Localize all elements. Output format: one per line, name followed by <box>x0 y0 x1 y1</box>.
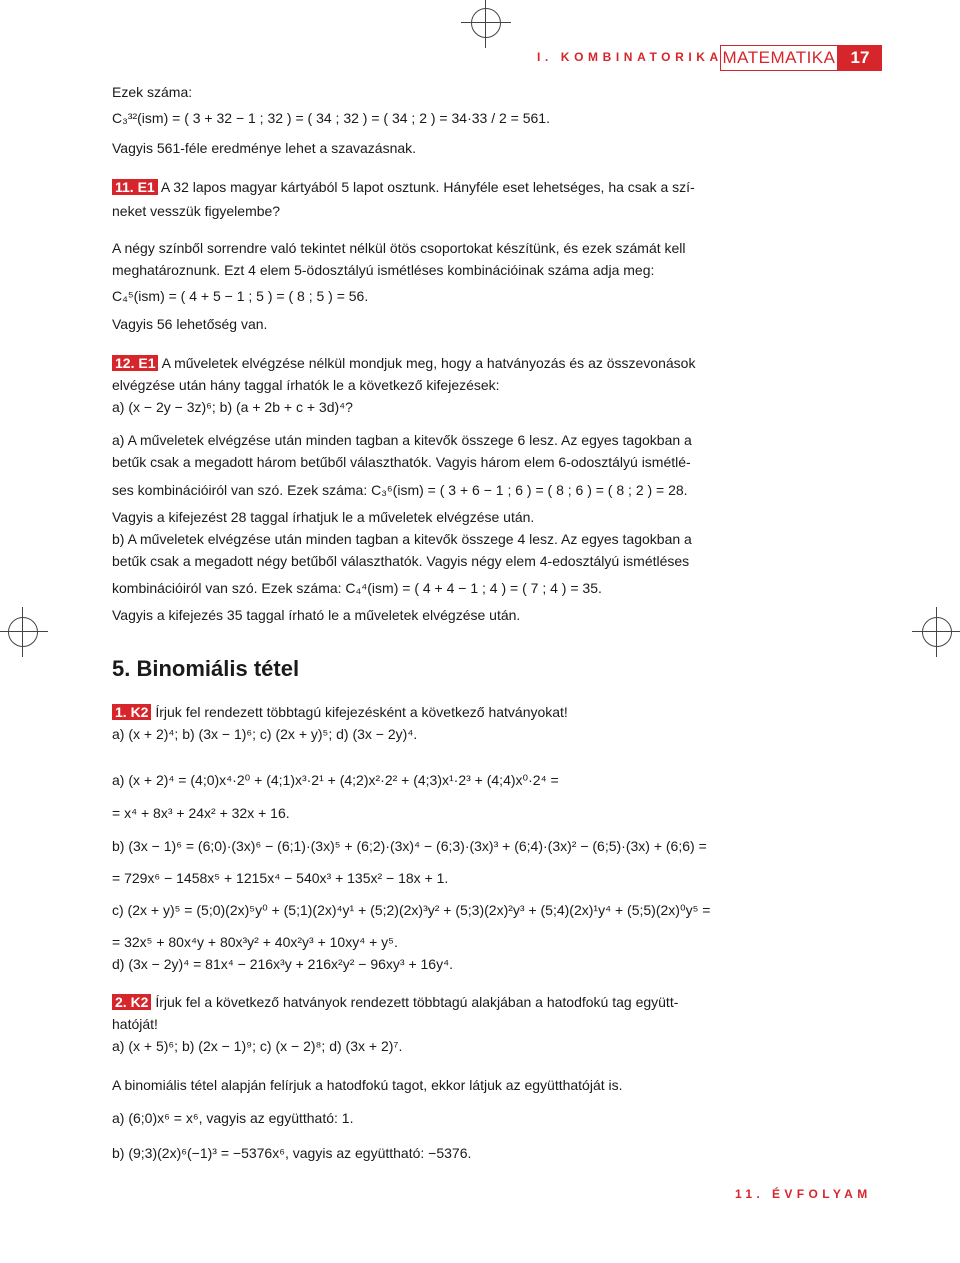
formula-line: ses kombinációiról van szó. Ezek száma: C₃⁶(ism) = ( 3 + 6 − 1 ; 6 ) = ( 8 ; 6 ) = ( 8 ; 2 ) = 28. <box>112 482 688 498</box>
text-line: meghatároznunk. Ezt 4 elem 5-ödosztályú ismétléses kombinációinak száma adja meg: <box>112 262 655 278</box>
formula-line: b) (3x − 1)⁶ = (6;0)·(3x)⁶ − (6;1)·(3x)⁵ + (6;2)·(3x)⁴ − (6;3)·(3x)³ + (6;4)·(3x)² − (6;5)·(3x) + (6;6) = <box>112 838 707 854</box>
exercise-tag: 11. E1 <box>112 179 158 195</box>
text-line: Vagyis 561-féle eredménye lehet a szavazásnak. <box>112 140 417 156</box>
exercise-tag: 2. K2 <box>112 994 151 1010</box>
formula-line: C₃³²(ism) = ( 3 + 32 − 1 ; 32 ) = ( 34 ; 32 ) = ( 34 ; 2 ) = 34·33 / 2 = 561. <box>112 110 550 126</box>
text-line: neket vesszük figyelembe? <box>112 203 281 219</box>
exercise-2 <box>112 994 678 1010</box>
exercise-tag: 12. E1 <box>112 355 158 371</box>
text-line: A négy színből sorrendre való tekintet nélkül ötös csoportokat készítünk, és ezek számát kell <box>112 240 686 256</box>
section-title: 5. Binomiális tétel <box>112 656 300 681</box>
formula-line: = 32x⁵ + 80x⁴y + 80x³y² + 40x²y³ + 10xy⁴ + y⁵. <box>112 934 398 950</box>
text-line: betűk csak a megadott három betűből választhatók. Vagyis három elem 6-odosztályú ismétlé- <box>112 454 691 470</box>
formula-line: = x⁴ + 8x³ + 24x² + 32x + 16. <box>112 805 290 821</box>
footer-grade: 11. ÉVFOLYAM <box>735 1187 872 1201</box>
formula-line: a) (x + 5)⁶; b) (2x − 1)⁹; c) (x − 2)⁸; d) (3x + 2)⁷. <box>112 1038 403 1054</box>
registration-mark-left <box>8 617 38 647</box>
text-line: Ezek száma: <box>112 84 193 100</box>
text-line: A binomiális tétel alapján felírjuk a hatodfokú tagot, ekkor látjuk az együtthatóját is. <box>112 1077 623 1093</box>
text-line: Írjuk fel a következő hatványok rendezett többtagú alakjában a hatodfokú tag együtt- <box>155 994 679 1010</box>
page-number: 17 <box>838 45 882 71</box>
text-line: Írjuk fel rendezett többtagú kifejezésként a következő hatványokat! <box>155 704 568 720</box>
text-line: elvégzése után hány taggal írhatók le a következő kifejezések: <box>112 377 500 393</box>
exercise-tag: 1. K2 <box>112 704 151 720</box>
registration-mark-right <box>922 617 952 647</box>
chapter-title: I. KOMBINATORIKA <box>537 50 723 64</box>
text-line: A műveletek elvégzése nélkül mondjuk meg, hogy a hatványozás és az összevonások <box>161 355 696 371</box>
formula-line: C₄⁵(ism) = ( 4 + 5 − 1 ; 5 ) = ( 8 ; 5 ) = 56. <box>112 288 369 304</box>
exercise-1 <box>112 704 568 720</box>
text-line: A 32 lapos magyar kártyából 5 lapot osztunk. Hányféle eset lehetséges, ha csak a szí- <box>160 179 695 195</box>
text-line: Vagyis a kifejezést 28 taggal írhatjuk le a műveletek elvégzése után. <box>112 509 535 525</box>
text-line: betűk csak a megadott négy betűből választhatók. Vagyis négy elem 4-edosztályú ismétléses <box>112 553 690 569</box>
exercise-11 <box>112 179 695 195</box>
text-line: b) A műveletek elvégzése után minden tagban a kitevők összege 4 lesz. Az egyes tagokban a <box>112 531 692 547</box>
formula-line: a) (6;0)x⁶ = x⁶, vagyis az együttható: 1. <box>112 1110 354 1126</box>
formula-line: = 729x⁶ − 1458x⁵ + 1215x⁴ − 540x³ + 135x² − 18x + 1. <box>112 870 449 886</box>
text-line: Vagyis a kifejezés 35 taggal írható le a műveletek elvégzése után. <box>112 607 521 623</box>
formula-line: c) (2x + y)⁵ = (5;0)(2x)⁵y⁰ + (5;1)(2x)⁴y¹ + (5;2)(2x)³y² + (5;3)(2x)²y³ + (5;4)(2x)¹y⁴ + (5;5)(2x)⁰y⁵ = <box>112 902 711 918</box>
exercise-12 <box>112 355 695 371</box>
formula-line: b) (9;3)(2x)⁶(−1)³ = −5376x⁶, vagyis az együttható: −5376. <box>112 1145 472 1161</box>
formula-line: d) (3x − 2y)⁴ = 81x⁴ − 216x³y + 216x²y² − 96xy³ + 16y⁴. <box>112 956 453 972</box>
text-line: Vagyis 56 lehetőség van. <box>112 316 268 332</box>
formula-line: a) (x + 2)⁴; b) (3x − 1)⁶; c) (2x + y)⁵; d) (3x − 2y)⁴. <box>112 726 418 742</box>
registration-mark-top <box>471 8 501 38</box>
text-line: a) A műveletek elvégzése után minden tagban a kitevők összege 6 lesz. Az egyes tagokban a <box>112 432 692 448</box>
formula-line: a) (x + 2)⁴ = (4;0)x⁴·2⁰ + (4;1)x³·2¹ + (4;2)x²·2² + (4;3)x¹·2³ + (4;4)x⁰·2⁴ = <box>112 772 559 788</box>
text-line: hatóját! <box>112 1016 158 1032</box>
subject-label: MATEMATIKA <box>720 45 838 71</box>
formula-line: a) (x − 2y − 3z)⁶; b) (a + 2b + c + 3d)⁴? <box>112 399 353 415</box>
formula-line: kombinációiról van szó. Ezek száma: C₄⁴(ism) = ( 4 + 4 − 1 ; 4 ) = ( 7 ; 4 ) = 35. <box>112 580 602 596</box>
